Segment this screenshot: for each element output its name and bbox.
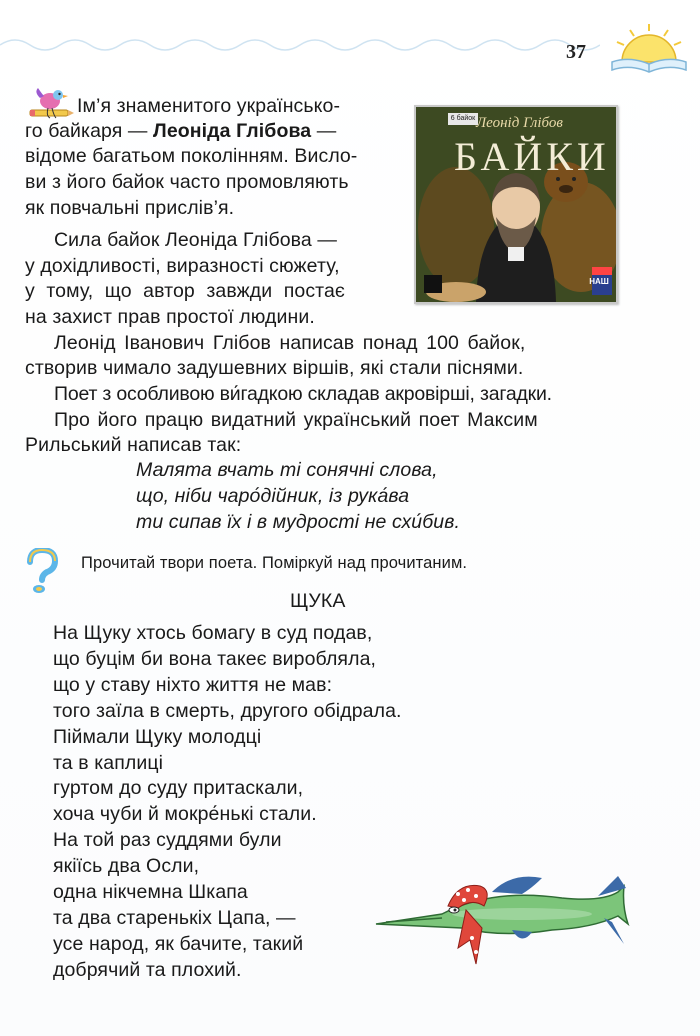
fable-line: та в каплиці — [53, 751, 164, 774]
pike-with-scarf-illustration — [372, 868, 634, 970]
quote-line-3: ти сипав їх і в мудрості не схи́бив. — [136, 511, 461, 533]
fable-line: Піймали Щуку молодці — [53, 725, 262, 748]
fable-text — [53, 621, 402, 984]
intro-line-6: Сила байок Леоніда Глібова — — [54, 229, 337, 251]
book-publisher: НАШ — [589, 277, 609, 286]
book-title: БАЙКИ — [454, 134, 610, 179]
intro-line-4: ви з його байок часто промовляють — [25, 171, 349, 193]
fable-title: ЩУКА — [290, 590, 346, 612]
fable-line: На Щуку хтось бомагу в суд подав, — [53, 622, 373, 644]
book-author: Леонід Глібов — [476, 115, 563, 131]
quote-line-1: Малята вчать ті сонячні слова, — [136, 459, 438, 481]
intro-line-14: Рильський написав так: — [25, 434, 242, 456]
header-wave-decoration — [0, 30, 600, 60]
fable-line: якіїсь два Осли, — [53, 855, 200, 878]
book-badge: 6 байок — [448, 113, 478, 125]
intro-line-12: Поет з особливою ви́гадкою складав акровірші, загадки. — [54, 383, 552, 405]
task-instruction: Прочитай твори поета. Поміркуй над прочитаним. — [81, 554, 468, 572]
intro-line-5: як повчальні прислів’я. — [25, 197, 235, 219]
fable-line: усе народ, як бачите, такий — [53, 932, 304, 955]
intro-line-2-pre: го байкаря — — [25, 120, 154, 142]
fable-line: гуртом до суду притаскали, — [53, 777, 304, 800]
fable-line: що буцім би вона такеє виробляла, — [53, 647, 377, 670]
intro-line-2-post: — — [311, 120, 337, 142]
fable-line: хоча чуби й мокре́нькі стали. — [53, 803, 317, 826]
intro-line-8: у тому, що автор завжди постає — [25, 280, 345, 302]
intro-line-10: Леонід Іванович Глібов написав понад 100 байок, — [54, 332, 526, 354]
sun-over-book-icon — [606, 22, 692, 78]
question-mark-icon — [24, 548, 58, 594]
intro-line-2 — [25, 119, 336, 144]
page-number: 37 — [566, 41, 586, 63]
fable-line: та два старенькіх Цапа, — — [53, 906, 296, 929]
fable-line: На той раз суддями були — [53, 829, 282, 852]
intro-line-13: Про його працю видатний український поет Максим — [54, 409, 538, 431]
quote-line-2: що, ніби чаро́дійник, із рука́ва — [136, 485, 410, 507]
fable-line: одна нікчемна Шкапа — [53, 881, 248, 904]
author-name-bold: Леоніда Глібова — [153, 120, 312, 142]
intro-line-3: відоме багатьом поколінням. Вислo- — [25, 145, 358, 167]
fable-line: того заїла в смерть, другого обідрала. — [53, 699, 402, 722]
intro-line-1: Ім’я знаменитого українсько- — [77, 95, 341, 117]
fable-line: добрячий та плохий. — [53, 958, 242, 981]
intro-line-9: на захист прав простої людини. — [25, 306, 315, 328]
fable-line: що у ставу ніхто життя не мав: — [53, 673, 333, 696]
intro-line-11: створив чимало задушевних віршів, які стали піснями. — [25, 357, 524, 379]
intro-line-7: у дохідливості, виразності сюжету, — [25, 255, 340, 277]
book-cover-image — [414, 105, 618, 304]
